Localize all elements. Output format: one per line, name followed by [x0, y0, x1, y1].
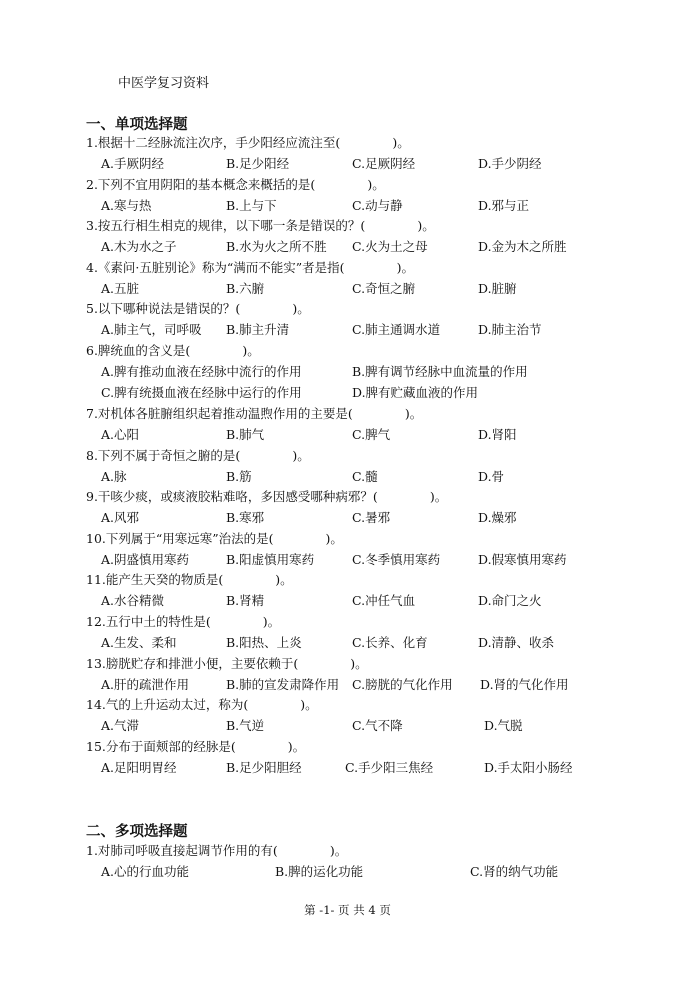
option-c: C.火为土之母: [352, 239, 428, 254]
option-a: A.生发、柔和: [101, 635, 177, 650]
question-stem: 10.下列属于“用寒远寒”治法的是( )。: [86, 531, 343, 546]
question-stem: 11.能产生天癸的物质是( )。: [86, 572, 293, 587]
option-d: D.命门之火: [478, 593, 542, 608]
question-stem: 2.下列不宜用阴阳的基本概念来概括的是( )。: [86, 177, 385, 192]
option-d: D.假寒慎用寒药: [478, 552, 567, 567]
option-b: B.脾有调节经脉中血流量的作用: [352, 364, 528, 379]
option-d: D.清静、收杀: [478, 635, 555, 650]
option-a: A.五脏: [101, 281, 140, 296]
question-stem: 5.以下哪种说法是错误的？( )。: [86, 301, 310, 316]
option-c: C.奇恒之腑: [352, 281, 416, 296]
option-b: B.气逆: [226, 718, 265, 733]
question-stem: 12.五行中土的特性是( )。: [86, 614, 281, 629]
option-b: B.肺气: [226, 427, 265, 442]
document-title: 中医学复习资料: [118, 76, 210, 91]
option-c: C.肺主通调水道: [352, 322, 441, 337]
option-d: D.肾的气化作用: [480, 677, 569, 692]
option-a: A.气滞: [101, 718, 140, 733]
option-d: D.骨: [478, 469, 505, 484]
option-a: A.脉: [101, 469, 127, 484]
question-stem: 3.按五行相生相克的规律，以下哪一条是错误的？( )。: [86, 218, 435, 233]
option-b: B.足少阳经: [226, 156, 290, 171]
option-c: C.足厥阴经: [352, 156, 416, 171]
question-stem: 13.膀胱贮存和排泄小便，主要依赖于( )。: [86, 656, 368, 671]
option-b: B.阳热、上炎: [226, 635, 302, 650]
option-b: B.肾精: [226, 593, 265, 608]
option-c: C.冲任气血: [352, 593, 416, 608]
option-b: B.足少阳胆经: [226, 760, 302, 775]
option-b: B.肺的宣发肃降作用: [226, 677, 340, 692]
option-d: D.脏腑: [478, 281, 517, 296]
option-a: A.风邪: [101, 510, 140, 525]
option-c: C.长养、化育: [352, 635, 428, 650]
option-a: A.肝的疏泄作用: [101, 677, 190, 692]
option-a: A.寒与热: [101, 198, 152, 213]
option-a: A.心阳: [101, 427, 140, 442]
option-a: A.足阳明胃经: [101, 760, 177, 775]
option-d: D.肾阳: [478, 427, 517, 442]
option-c: C.气不降: [352, 718, 403, 733]
option-d: D.邪与正: [478, 198, 530, 213]
option-c: C.暑邪: [352, 510, 391, 525]
question-stem: 8.下列不属于奇恒之腑的是( )。: [86, 448, 310, 463]
option-d: D.手太阳小肠经: [484, 760, 573, 775]
section-heading-single-choice: 一、单项选择题: [86, 116, 188, 133]
option-a: A.水谷精微: [101, 593, 165, 608]
option-b: B.肺主升清: [226, 322, 290, 337]
question-stem: 7.对机体各脏腑组织起着推动温煦作用的主要是( )。: [86, 406, 423, 421]
option-c: C.髓: [352, 469, 378, 484]
option-b: B.六腑: [226, 281, 265, 296]
option-b: B.脾的运化功能: [275, 864, 364, 879]
option-a: A.木为水之子: [101, 239, 177, 254]
question-stem: 14.气的上升运动太过，称为( )。: [86, 697, 318, 712]
question-stem: 9.干咳少痰，或痰液胶粘难咯，多因感受哪种病邪？( )。: [86, 489, 448, 504]
option-b: B.筋: [226, 469, 252, 484]
option-d: D.金为木之所胜: [478, 239, 567, 254]
option-c: C.脾有统摄血液在经脉中运行的作用: [101, 385, 302, 400]
option-c: C.手少阳三焦经: [345, 760, 434, 775]
option-b: B.阳虚慎用寒药: [226, 552, 315, 567]
option-c: C.冬季慎用寒药: [352, 552, 441, 567]
option-a: A.脾有推动血液在经脉中流行的作用: [101, 364, 302, 379]
option-d: D.气脱: [484, 718, 523, 733]
option-a: A.心的行血功能: [101, 864, 190, 879]
option-c: C.肾的纳气功能: [470, 864, 559, 879]
option-d: D.燥邪: [478, 510, 517, 525]
option-a: A.肺主气，司呼吸: [101, 322, 202, 337]
option-b: B.寒邪: [226, 510, 265, 525]
question-stem: 6.脾统血的含义是( )。: [86, 343, 260, 358]
option-d: D.肺主治节: [478, 322, 542, 337]
option-b: B.上与下: [226, 198, 277, 213]
question-stem: 1.根据十二经脉流注次序，手少阳经应流注至( )。: [86, 135, 410, 150]
option-c: C.膀胱的气化作用: [352, 677, 453, 692]
option-a: A.手厥阴经: [101, 156, 165, 171]
section-heading-multiple-choice: 二、多项选择题: [86, 823, 188, 840]
option-c: C.脾气: [352, 427, 391, 442]
option-d: D.手少阴经: [478, 156, 542, 171]
page-number-footer: 第 -1- 页 共 4 页: [304, 903, 391, 917]
option-b: B.水为火之所不胜: [226, 239, 327, 254]
option-d: D.脾有贮藏血液的作用: [352, 385, 479, 400]
question-stem: 4.《素问·五脏别论》称为“满而不能实”者是指( )。: [86, 260, 414, 275]
question-stem: 1.对肺司呼吸直接起调节作用的有( )。: [86, 843, 348, 858]
option-c: C.动与静: [352, 198, 403, 213]
question-stem: 15.分布于面颊部的经脉是( )。: [86, 739, 306, 754]
option-a: A.阴盛慎用寒药: [101, 552, 190, 567]
